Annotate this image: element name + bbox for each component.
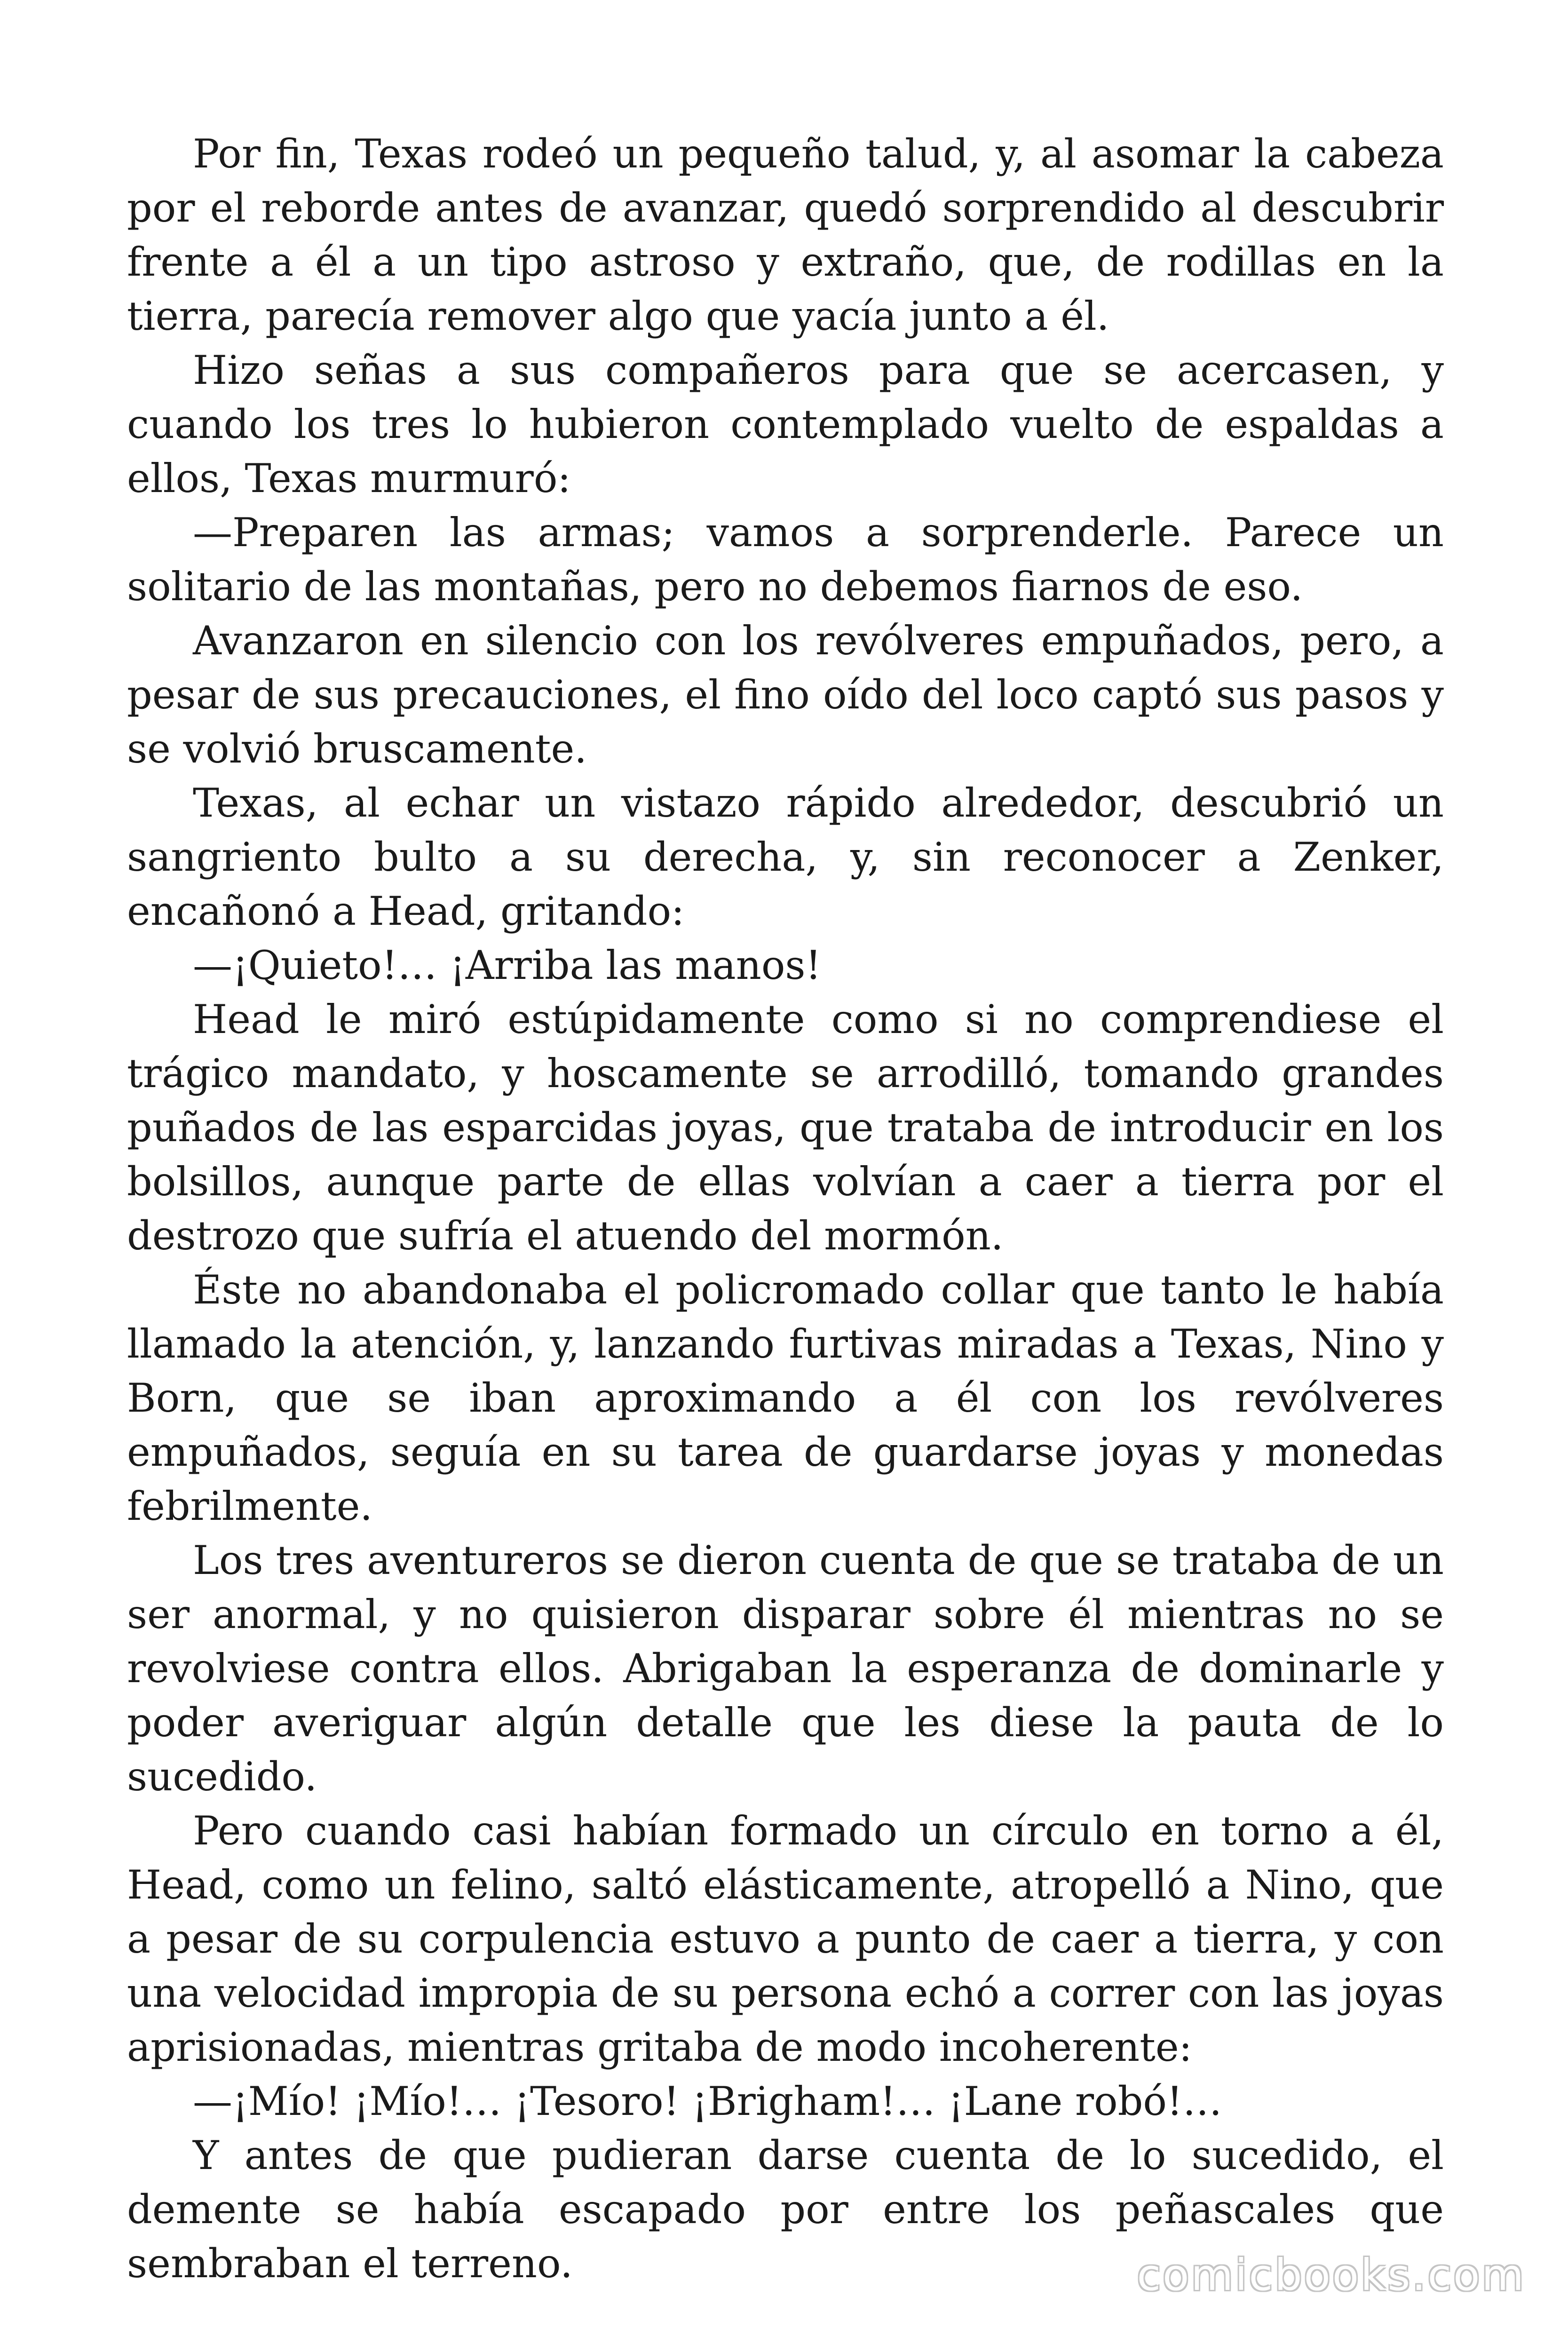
paragraph: Los tres aventureros se dieron cuenta de que se trataba de un ser anormal, y no quisieron disparar sobre él mientras no se revolviese contra ellos. Abrigaban la esperanza de dominarle y poder averiguar algún detalle que les diese la pauta de lo sucedido. [127,1537,1444,1800]
paragraph: —¡Mío! ¡Mío!… ¡Tesoro! ¡Brigham!… ¡Lane robó!… [193,2078,1222,2124]
paragraph: Y antes de que pudieran darse cuenta de lo sucedido, el demente se había escapado por entre los peñascales que sembraban el terreno. [127,2132,1444,2287]
paragraph: Avanzaron en silencio con los revólveres empuñados, pero, a pesar de sus precauciones, el fino oído del loco captó sus pasos y se volvió bruscamente. [127,618,1444,772]
paragraph: Éste no abandonaba el policromado collar que tanto le había llamado la atención, y, lanzando furtivas miradas a Texas, Nino y Born, que se iban aproximando a él con los revólveres empuñados, seguía en su tarea de guardarse joyas y monedas febrilmente. [127,1267,1444,1529]
paragraph: Head le miró estúpidamente como si no comprendiese el trágico mandato, y hoscamente se arrodilló, tomando grandes puñados de las esparcidas joyas, que trataba de introducir en los bolsillos, aunque parte de ellas volvían a caer a tierra por el destrozo que sufría el atuendo del mormón. [127,996,1444,1259]
paragraph: Hizo señas a sus compañeros para que se acercasen, y cuando los tres lo hubieron contemplado vuelto de espaldas a ellos, Texas murmuró: [127,347,1444,501]
paragraph: Por fin, Texas rodeó un pequeño talud, y, al asomar la cabeza por el reborde antes de avanzar, quedó sorprendido al descubrir frente a él a un tipo astroso y extraño, que, de rodillas en la tierra, parecía remover algo que yacía junto a él. [127,131,1444,339]
paragraph: —¡Quieto!… ¡Arriba las manos! [193,942,822,988]
paragraph: Pero cuando casi habían formado un círculo en torno a él, Head, como un felino, saltó elásticamente, atropelló a Nino, que a pesar de su corpulencia estuvo a punto de caer a tierra, y con una velocidad impropia de su persona echó a correr con las joyas aprisionadas, mientras gritaba de modo incoherente: [127,1808,1444,2070]
paragraph: Texas, al echar un vistazo rápido alrededor, descubrió un sangriento bulto a su derecha, y, sin reconocer a Zenker, encañonó a Head, gritando: [127,780,1444,934]
paragraph: —Preparen las armas; vamos a sorprenderle. Parece un solitario de las montañas, pero no debemos fiarnos de eso. [127,509,1444,610]
watermark: comicbooks.com [1137,2250,1526,2300]
page-body [127,127,1444,2291]
